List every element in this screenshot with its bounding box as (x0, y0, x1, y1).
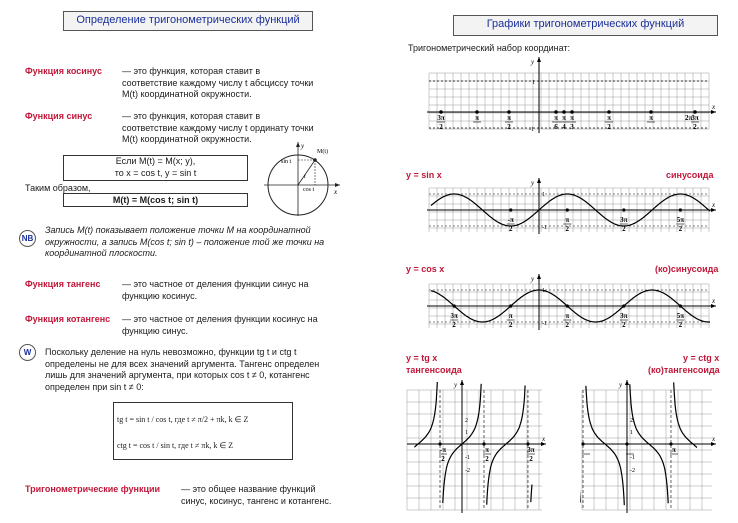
tg-curve (414, 382, 532, 505)
trig-definition: — это общее название функций синус, косинус, тангенс и котангенс. (181, 484, 332, 506)
sin-definition: — это функция, которая ставит в соответствие каждому числу t ординату точки M(t) координатной окружности. (122, 111, 314, 144)
cos-chart-name: (ко)синусоида (655, 264, 719, 274)
tg-tick-0-den: 2 (441, 455, 445, 463)
ctg-formula: ctg t = cos t / sin t, где t ≠ πk, k ∈ Z (117, 441, 234, 450)
coord-two-pi: 2π (685, 114, 693, 122)
cos-chart (425, 272, 720, 332)
wave-tick-0-num: -π (507, 216, 514, 224)
cos-label: cos t (303, 187, 315, 193)
left-panel-title: Определение тригонометрических функций (63, 11, 313, 31)
if-box (63, 155, 248, 181)
tg-chart (405, 378, 550, 515)
coord-tick-3-num: π (554, 114, 558, 122)
tg-minus-two-label: -2 (465, 468, 470, 474)
wave-tick-3-num: 3π (620, 312, 628, 320)
wave-tick-point (679, 304, 682, 307)
tan-definition: — это частное от деления функции синус на функцию косинус. (122, 279, 309, 301)
y-axis-arrow (625, 380, 629, 385)
coord-tick-1-num: π (475, 114, 479, 122)
x-axis-label: x (542, 435, 546, 443)
circle-x-label: x (334, 188, 338, 196)
w-badge: W (19, 344, 36, 361)
coord-tick-4-num: π (562, 114, 566, 122)
unit-circle-diagram (262, 140, 344, 218)
coord-tick-3-den: 6 (554, 123, 558, 131)
tan-term: Функция тангенс (25, 279, 101, 289)
tg-two-label: 2 (465, 418, 468, 424)
tg-one-label: 1 (630, 430, 633, 436)
y-axis-label: y (531, 58, 535, 66)
wave-tick-point (679, 208, 682, 211)
wave-tick-point (453, 304, 456, 307)
tg-one-label: 1 (465, 430, 468, 436)
x-axis-label: x (712, 297, 716, 305)
wave-tick-2-num: π (565, 312, 570, 320)
tg-tick-2-num: π (672, 446, 676, 454)
wave-tick-1-den: 2 (508, 321, 513, 329)
wave-tick-point (566, 208, 569, 211)
wave-tick-point (509, 304, 512, 307)
cot-term: Функция котангенс (25, 314, 111, 324)
wave-tick-0-den: 2 (508, 225, 513, 233)
coord-tick-0-num: 3π (437, 114, 445, 122)
cos-definition: — это функция, которая ставит в соответствие каждому числу t абсциссу точки M(t) координатной окружности. (122, 66, 314, 99)
circle-y-arrow (296, 142, 300, 147)
coord-tick-2-num: π (507, 114, 511, 122)
y-one-label: 1 (532, 80, 535, 86)
coord-set-label: Тригонометрический набор координат: (408, 43, 570, 53)
y-axis-label: y (619, 381, 623, 389)
point-m (313, 158, 317, 162)
y-minus-one-label: -1 (529, 127, 534, 133)
sin-term: Функция синус (25, 111, 93, 121)
x-axis-label: x (712, 201, 716, 209)
formula-box (113, 402, 293, 460)
coord-tick-7-num: π (649, 114, 653, 122)
cot-definition: — это частное от деления функции косинус на функцию синус. (122, 314, 318, 336)
cos-term: Функция косинус (25, 66, 102, 76)
coord-tick-8-den: 2 (693, 123, 697, 131)
wave-tick-point (566, 304, 569, 307)
wave-tick-1-num: π (565, 216, 570, 224)
right-panel-title: Графики тригонометрических функций (453, 15, 718, 36)
sin-chart-label: y = sin x (406, 170, 442, 180)
ctg-chart (580, 378, 720, 515)
result-box: M(t) = M(cos t; sin t) (63, 193, 248, 207)
coord-tick-8-num: 3π (691, 114, 699, 122)
nb-badge: NB (19, 230, 36, 247)
circle-y-label: y (301, 142, 305, 150)
wave-tick-1-den: 2 (565, 225, 570, 233)
tg-chart-label: y = tg x (406, 353, 438, 363)
y-axis-arrow (537, 57, 541, 62)
wave-tick-3-den: 2 (622, 321, 626, 329)
ctg-chart-name: (ко)тангенсоида (648, 365, 720, 375)
tg-tick-1-den: 2 (485, 455, 489, 463)
tg-minus-two-label: -2 (630, 468, 635, 474)
y-axis-label: y (531, 275, 535, 283)
trig-term: Тригонометрические функции (25, 484, 161, 494)
tg-chart-name: тангенсоида (406, 365, 462, 375)
w-text: Поскольку деление на нуль невозможно, функции tg t и ctg t определены не для всех значений аргумента. Тангенс определен лишь для значений аргумента, при которых cos t ≠ 0, котангенс определен при sin t ≠ 0: (45, 347, 320, 392)
tg-tick-point (581, 442, 584, 445)
coord-tick-2-den: 2 (507, 123, 511, 131)
wave-tick-4-num: 5π (676, 312, 685, 320)
wave-tick-2-num: 3π (620, 216, 628, 224)
nb-text: Запись M(t) показывает положение точки M на координатной окружности, а запись M(cos t; sin t) – положение той же точки на координатной плоскости. (45, 225, 325, 258)
tg-two-label: 2 (630, 418, 633, 424)
tg-formula: tg t = sin t / cos t, где t ≠ π/2 + πk, k ∈ Z (117, 415, 249, 424)
tg-tick-2-den: 2 (529, 455, 533, 463)
coord-tick-5-den: 3 (570, 123, 574, 131)
wave-tick-3-den: 2 (678, 225, 683, 233)
radius-line (298, 160, 315, 185)
thus-text: Таким образом, (25, 183, 91, 193)
tg-tick-1-num: π (485, 446, 489, 454)
wave-tick-point (622, 208, 625, 211)
tg-minus-one-label: -1 (465, 455, 470, 461)
coord-tick-5-num: π (570, 114, 574, 122)
y-axis-label: y (454, 381, 458, 389)
y-axis-label: y (531, 179, 535, 187)
t-label: t (304, 174, 306, 180)
sin-chart-name: синусоида (666, 170, 714, 180)
coord-tick-0-den: 2 (439, 123, 443, 131)
x-axis-label: x (712, 103, 716, 111)
wave-tick-point (509, 208, 512, 211)
wave-one-label: 1 (542, 288, 545, 294)
wave-minus-one-label: -1 (542, 225, 547, 231)
wave-tick-3-num: 5π (676, 216, 685, 224)
wave-minus-one-label: -1 (542, 321, 547, 327)
wave-tick-1-num: π (508, 312, 513, 320)
x-axis-label: x (712, 435, 716, 443)
wave-one-label: 1 (542, 192, 545, 198)
ctg-chart-label: y = ctg x (683, 353, 720, 363)
tg-tick-2-num: 3π (527, 446, 535, 454)
tg-tick-point (625, 442, 628, 445)
y-axis-arrow (537, 274, 541, 279)
y-axis-arrow (537, 178, 541, 183)
wave-tick-2-den: 2 (565, 321, 570, 329)
y-axis-arrow (460, 380, 464, 385)
coord-set-chart (425, 55, 720, 135)
coord-tick-6-num: π (607, 114, 611, 122)
coord-tick-6-den: 2 (607, 123, 611, 131)
cos-chart-label: y = cos x (406, 264, 445, 274)
m-label: M(t) (317, 149, 328, 155)
tg-tick-0-num: -π (439, 446, 447, 454)
wave-tick-0-num: 3π (450, 312, 458, 320)
tg-minus-one-label: -1 (630, 455, 635, 461)
if-line-2: то x = cos t, y = sin t (114, 167, 197, 178)
wave-tick-point (622, 304, 625, 307)
wave-tick-0-den: 2 (452, 321, 456, 329)
coord-tick-4-den: 4 (562, 123, 566, 131)
circle-x-arrow (335, 183, 340, 187)
sin-chart (425, 176, 720, 236)
if-line-1: Если M(t) = M(x; y), (115, 156, 196, 166)
sin-label: sin t (281, 159, 292, 165)
wave-tick-4-den: 2 (678, 321, 683, 329)
wave-tick-2-den: 2 (622, 225, 626, 233)
